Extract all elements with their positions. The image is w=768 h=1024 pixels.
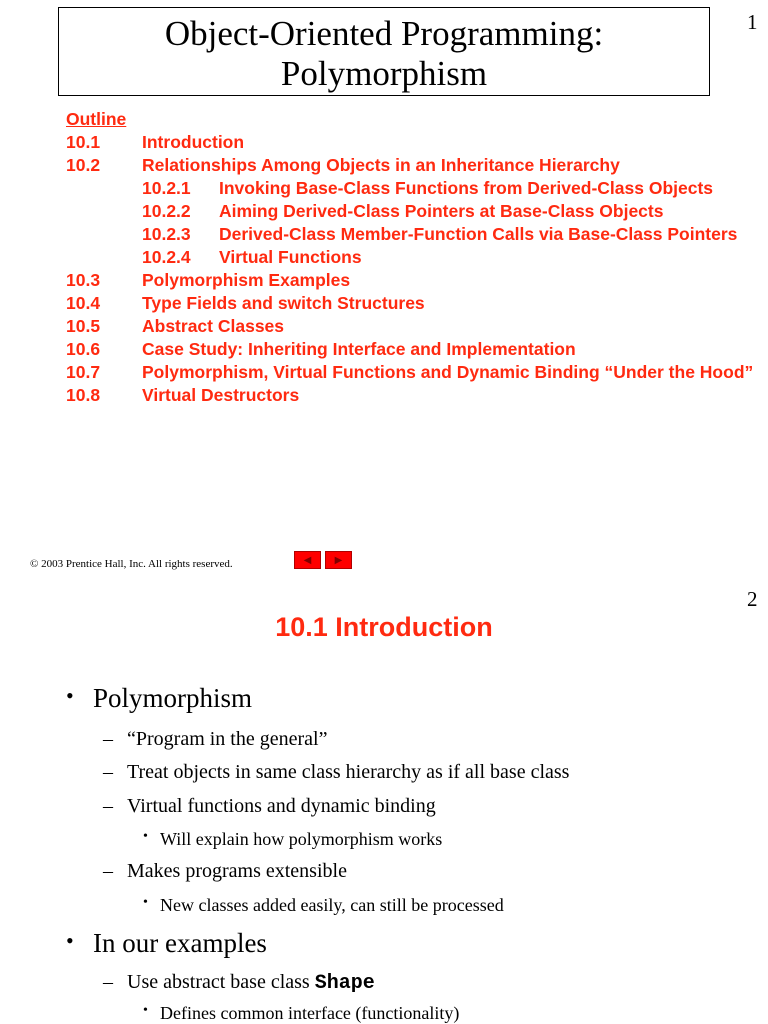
outline-item-number: 10.2.4: [142, 247, 191, 267]
outline-item-number: 10.2.3: [142, 224, 191, 244]
outline-item-number: 10.4: [66, 293, 101, 313]
outline-item-text: Polymorphism Examples: [142, 270, 351, 290]
copyright-notice: © 2003 Prentice Hall, Inc. All rights reserved.: [30, 558, 233, 570]
outline-item-text: Derived-Class Member-Function Calls via Base-Class Pointers: [219, 224, 738, 244]
outline-item-number: 10.2.1: [142, 178, 191, 198]
outline-item-number: 10.2.2: [142, 201, 191, 221]
outline-item: [66, 292, 756, 315]
bullet-text: Treat objects in same class hierarchy as if all base class: [127, 761, 570, 783]
outline-item-text: Type Fields and switch Structures: [142, 293, 425, 313]
bullet-text: [127, 971, 375, 993]
code-identifier: Shape: [314, 972, 375, 995]
title-line-1: Object-Oriented Programming:: [164, 14, 604, 53]
outline-item-number: 10.2: [66, 155, 101, 175]
outline-item-text: Invoking Base-Class Functions from Derived-Class Objects: [219, 178, 714, 198]
bullet-level2: [103, 728, 327, 751]
dash-icon: –: [103, 795, 113, 817]
bullet-dot-icon: •: [66, 683, 74, 708]
dash-icon: –: [103, 728, 113, 750]
title-line-2: Polymorphism: [280, 54, 488, 93]
bullet-level3: [143, 1003, 459, 1024]
outline-item: [66, 338, 756, 361]
bullet-text: New classes added easily, can still be processed: [160, 895, 504, 915]
slide-title: [58, 7, 710, 96]
bullet-level2: [103, 971, 375, 995]
outline-item-text: Case Study: Inheriting Interface and Implementation: [142, 339, 576, 359]
outline-subitem: [66, 246, 756, 269]
bullet-level1: [66, 683, 252, 714]
outline-item-text: Introduction: [142, 132, 245, 152]
outline-item-number: 10.6: [66, 339, 101, 359]
outline-heading: Outline: [66, 109, 127, 129]
bullet-level2: [103, 795, 436, 818]
outline-item-text: Polymorphism, Virtual Functions and Dynamic Binding “Under the Hood”: [142, 362, 754, 382]
triangle-right-icon: ▶: [334, 554, 343, 566]
bullet-dot-icon: •: [143, 895, 148, 910]
outline: [66, 108, 756, 407]
bullet-text-part: Use abstract base class: [127, 971, 315, 993]
outline-item: [66, 315, 756, 338]
bullet-level3: [143, 895, 504, 916]
bullet-dot-icon: •: [143, 1003, 148, 1018]
outline-item: [66, 131, 756, 154]
previous-slide-button[interactable]: [294, 551, 321, 569]
outline-item-number: 10.3: [66, 270, 101, 290]
outline-subitem: [66, 223, 756, 246]
bullet-dot-icon: •: [66, 928, 74, 953]
dash-icon: –: [103, 860, 113, 882]
bullet-level1: [66, 928, 267, 959]
bullet-level3: [143, 829, 442, 850]
page-number: 1: [747, 10, 758, 34]
bullet-text: Polymorphism: [93, 683, 253, 713]
page-number: 2: [747, 587, 758, 611]
outline-item-text: Virtual Destructors: [142, 385, 300, 405]
bullet-text: “Program in the general”: [127, 728, 328, 750]
outline-item-text: Relationships Among Objects in an Inheritance Hierarchy: [142, 155, 620, 175]
outline-item-number: 10.8: [66, 385, 101, 405]
bullet-text: Will explain how polymorphism works: [160, 829, 443, 849]
slide-2: [0, 585, 768, 1024]
outline-item: [66, 361, 756, 384]
bullet-dot-icon: •: [143, 829, 148, 844]
bullet-text: In our examples: [93, 928, 267, 958]
outline-item-text: Abstract Classes: [142, 316, 285, 336]
bullet-level2: [103, 761, 569, 784]
outline-item-number: 10.5: [66, 316, 101, 336]
bullet-text: Defines common interface (functionality): [160, 1003, 460, 1023]
outline-subitem: [66, 200, 756, 223]
outline-item-text: Virtual Functions: [219, 247, 362, 267]
outline-item: [66, 384, 756, 407]
dash-icon: –: [103, 971, 113, 993]
next-slide-button[interactable]: [325, 551, 352, 569]
outline-item: [66, 154, 756, 177]
bullet-text: Makes programs extensible: [127, 860, 347, 882]
triangle-left-icon: ◀: [303, 554, 312, 566]
bullet-text: Virtual functions and dynamic binding: [127, 795, 436, 817]
outline-item: [66, 269, 756, 292]
outline-subitem: [66, 177, 756, 200]
bullet-level2: [103, 860, 347, 883]
outline-item-number: 10.1: [66, 132, 101, 152]
dash-icon: –: [103, 761, 113, 783]
outline-item-text: Aiming Derived-Class Pointers at Base-Class Objects: [219, 201, 664, 221]
slide-title: 10.1 Introduction: [275, 612, 493, 642]
outline-item-number: 10.7: [66, 362, 101, 382]
